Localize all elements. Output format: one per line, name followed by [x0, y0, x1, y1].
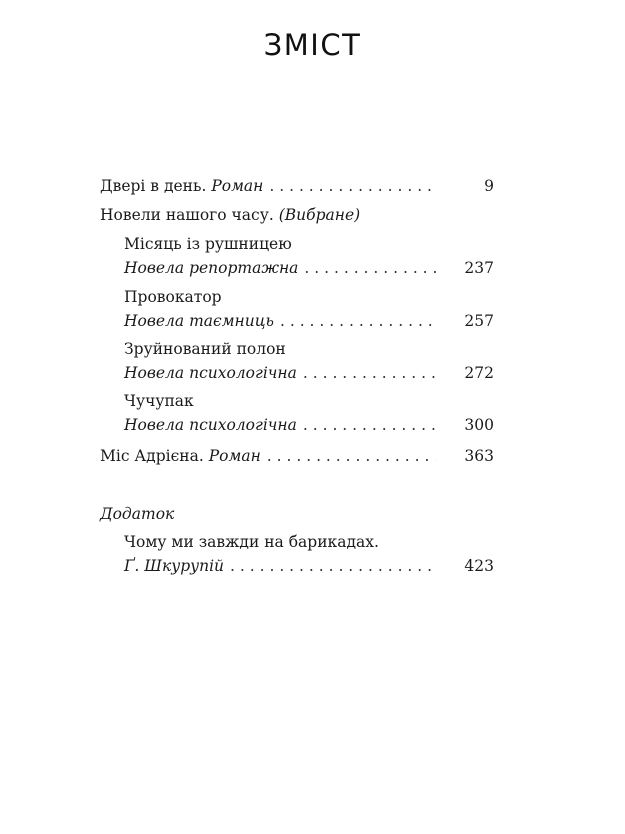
toc-entry-title: Чучупак — [124, 392, 194, 410]
dot-leader — [230, 554, 436, 578]
dot-leader — [303, 361, 436, 385]
toc-page-number: 300 — [464, 416, 494, 434]
toc-entry-subtitle: Новела психологічна — [124, 416, 297, 434]
toc-page-number: 9 — [484, 177, 494, 195]
page-title: ЗМІСТ — [263, 28, 362, 62]
dot-leader — [280, 309, 436, 333]
toc-entry-chuchupak — [124, 413, 440, 437]
toc-entry-subtitle: Роман — [208, 447, 261, 465]
toc-page-number: 237 — [464, 259, 494, 277]
toc-entry-dveri-v-den — [100, 174, 440, 198]
dot-leader — [269, 174, 436, 198]
toc-entry-subtitle: Новела репортажна — [124, 259, 299, 277]
toc-entry-title: Двері в день. — [100, 177, 207, 195]
toc-entry-misiats — [124, 256, 440, 280]
appendix-label: Додаток — [100, 505, 175, 523]
toc-entry-subtitle: Новела психологічна — [124, 364, 297, 382]
toc-entry-subtitle: Новела таємниць — [124, 312, 274, 330]
toc-page-number: 257 — [464, 312, 494, 330]
toc-entry-title: Провокатор — [124, 288, 222, 306]
toc-entry-provokator — [124, 309, 440, 333]
toc-entry-zruinovanyi-polon — [124, 361, 440, 385]
appendix-title: Чому ми завжди на барикадах. — [124, 533, 379, 551]
toc-entry-title: Новели нашого часу. — [100, 206, 274, 224]
toc-entry-subtitle: Роман — [211, 177, 264, 195]
toc-entry-title: Міс Адрієна. — [100, 447, 204, 465]
toc-entry-subtitle: (Вибране) — [278, 206, 361, 224]
toc-page-number: 423 — [464, 557, 494, 575]
toc-page-number: 272 — [464, 364, 494, 382]
appendix-author: Ґ. Шкурупій — [124, 557, 225, 575]
dot-leader — [304, 256, 436, 280]
toc-entry-title: Зруйнований полон — [124, 340, 286, 358]
toc-entry-title: Місяць із рушницею — [124, 235, 292, 253]
dot-leader — [267, 444, 436, 468]
toc-section-novely — [100, 203, 360, 227]
toc-entry-appendix — [124, 554, 440, 578]
toc-entry-mis-adriiena — [100, 444, 440, 468]
dot-leader — [303, 413, 436, 437]
toc-page-number: 363 — [464, 447, 494, 465]
